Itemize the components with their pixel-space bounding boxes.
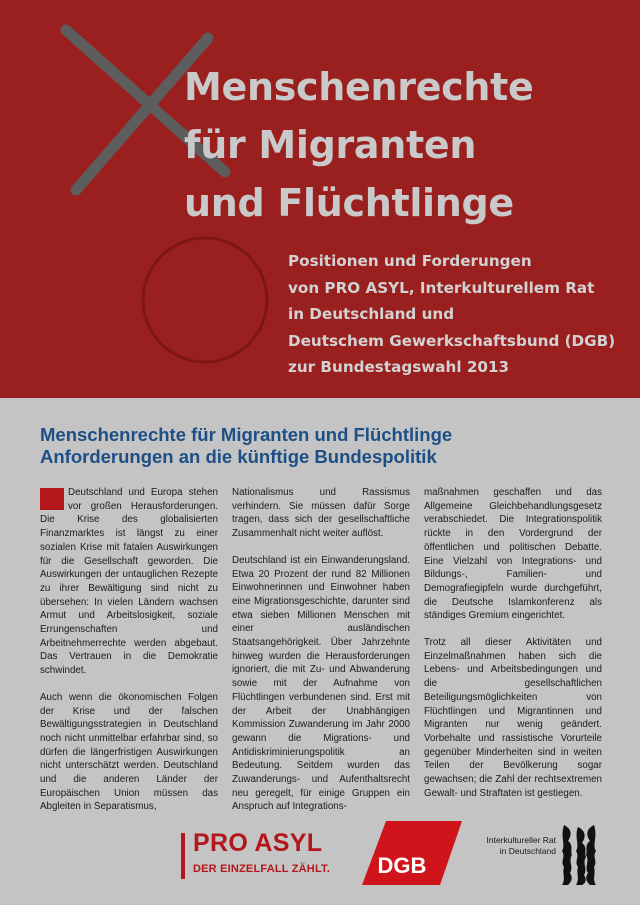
paragraph: Auch wenn die ökonomischen Folgen der Krise und der falschen Bewältigungsstrategien in Deutschland noch nicht unmittelbar erfahrbar sind, so dürfen die längerfristigen Auswirkungen nicht unterschätzt werden. Deutschland und die anderen Länder der Europäischen Union müssen das Abgleiten in Separatismus,	[40, 691, 218, 813]
title-banner	[0, 0, 640, 398]
article-title-line: Menschenrechte für Migranten und Flüchtlinge	[40, 424, 453, 445]
dgb-logo	[362, 821, 462, 891]
paragraph	[40, 486, 218, 678]
headline-line: und Flüchtlinge	[184, 181, 514, 225]
paragraph-text: Deutschland und Europa stehen vor großen Herausforderungen. Die Krise des globalisierten Finanzmarktes ist längst zu einer sozialen Krise mit fatalen Auswirkungen für die Gesellschaft geworden. Die Auswirkungen der untauglichen Rezepte zu ihrer Bewältigung sind nicht zu übersehen: In vielen Ländern wachsen Armut und Arbeitslosigkeit, soziale Errungenschaften und Arbeitnehmerrechte werden abgebaut. Das Vertrauen in die Demokratie schwindet.	[40, 487, 218, 677]
paragraph: Deutschland ist ein Einwanderungsland. Etwa 20 Prozent der rund 82 Millionen Einwohnerinnen und Einwohner haben eine Migrationsgeschichte, darunter sind etwa sieben Millionen Menschen mit einer ausländischen Staatsangehörigkeit. Über Jahrzehnte hinweg wurden die Herausforderungen ignoriert, die mit Zu- und Abwanderung sowie mit der Aufnahme von Flüchtlingen verbundenen sind. Erst mit der Arbeit der Unabhängigen Kommission Zuwanderung im Jahr 2000 gewann die Migrations- und Antidiskriminierungspolitik an Bedeutung. Seitdem wurden das Zuwanderungs- und Aufenthaltsrecht neu geregelt, für einige Gruppen ein Anspruch auf Integrations-	[232, 554, 410, 813]
circle-outline-icon	[143, 238, 267, 362]
rat-text-line: in Deutschland	[499, 846, 556, 856]
interkultureller-rat-text	[466, 835, 556, 857]
article-title-line: Anforderungen an die künftige Bundespolitik	[40, 446, 437, 467]
subhead-line: in Deutschland und	[288, 305, 455, 324]
text-column-2	[232, 486, 410, 827]
logo-bar	[0, 815, 640, 905]
proasyl-logo-claim: DER EINZELFALL ZÄHLT.	[193, 863, 331, 875]
article-title	[40, 424, 452, 468]
proasyl-logo-bar	[181, 833, 185, 879]
paragraph: maßnahmen geschaffen und das Allgemeine Gleichbehandlungsgesetz verabschiedet. Die Integrationspolitik rückte in den Vordergrund der öffentlichen und politischen Debatte. Eine Vielzahl von Integrations- und Bildungs-, Familien- und Demografiegipfeln wurde durchgeführt, die Deutsche Islamkonferenz als ständiges Gremium eingerichtet.	[424, 487, 602, 622]
paragraph: Nationalismus und Rassismus verhindern. Sie müssen dafür Sorge tragen, dass sich der gesellschaftliche Zusammenhalt nicht weiter auflöst.	[232, 487, 410, 540]
initial-square-icon	[40, 488, 64, 510]
text-column-3	[424, 486, 602, 813]
rat-text-line: Interkultureller Rat	[486, 835, 556, 845]
subhead-line: zur Bundestagswahl 2013	[288, 358, 510, 377]
dgb-logo-text: DGB	[377, 853, 427, 878]
main-headline	[184, 58, 534, 232]
faces-profile-icon	[560, 823, 606, 887]
text-column-1	[40, 486, 218, 827]
paragraph: Trotz all dieser Aktivitäten und Einzelmaßnahmen haben sich die Lebens- und Arbeitsbedingungen und die gesellschaftlichen Beteiligungsmöglichkeiten von Flüchtlingen und Migrantinnen und Migranten nur wenig geändert. Vorbehalte und rassistische Vorurteile gegenüber Minderheiten sind in weiten Teilen der Bevölkerung sogar gewachsen; die Zahl der rechtsextremen Gewalt- und Straftaten ist gestiegen.	[424, 637, 602, 799]
subhead-line: Deutschem Gewerkschaftsbund (DGB)	[288, 331, 616, 350]
sub-headline	[288, 248, 615, 381]
proasyl-logo-name: PRO ASYL	[193, 829, 323, 857]
headline-line: für Migranten	[184, 123, 477, 167]
subhead-line: Positionen und Forderungen	[288, 252, 532, 270]
subhead-line: von PRO ASYL, Interkulturellem Rat	[288, 278, 595, 297]
headline-line: Menschenrechte	[184, 65, 534, 109]
